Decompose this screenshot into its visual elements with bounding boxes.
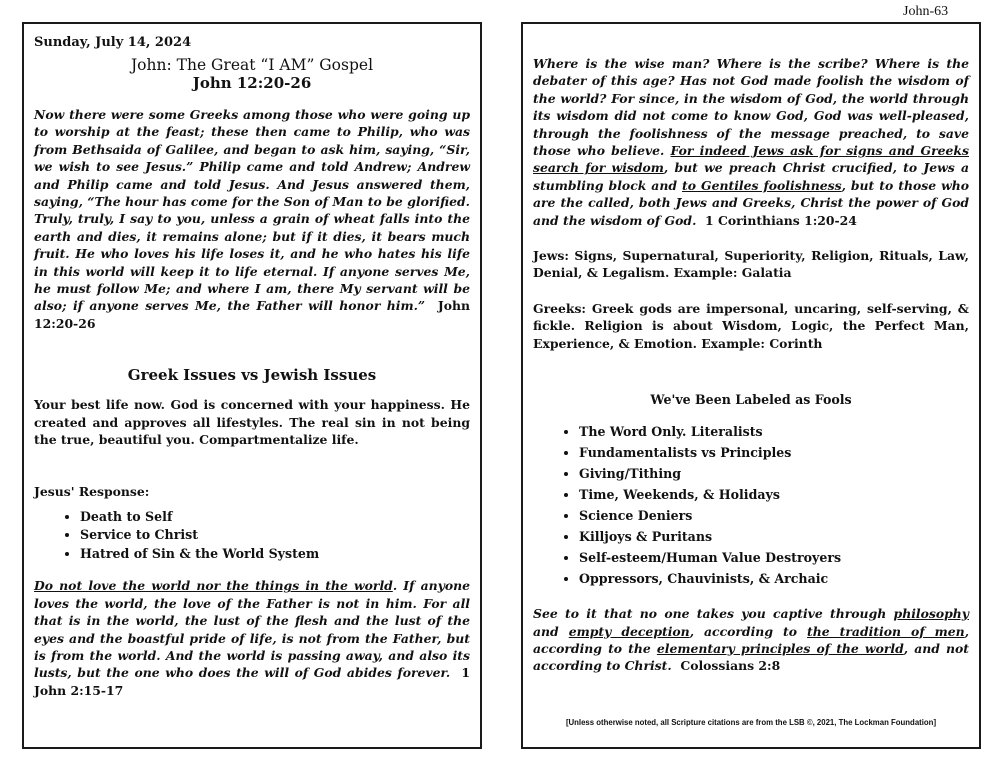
list-item: • Science Deniers [579,505,969,526]
verse-1cor-text-a: Where is the wise man? Where is the scribe? Where is the debater of this age? Has not God made foolish the wisdom of the world? For since, in the wisdom of God, the world through its wisdom did not come to know God, God was well-pleased, through the foolishness of the message preached, to save those who believe. [533,56,969,159]
scripture-footnote: [Unless otherwise noted, all Scripture citations are from the LSB ©, 2021, The Lockman Foundation] [565,718,937,727]
list-item: • Time, Weekends, & Holidays [579,484,969,505]
left-panel [22,22,482,749]
verse-colossians [533,605,969,675]
list-item: • Oppressors, Chauvinists, & Archaic [579,568,969,589]
section-heading: Greek Issues vs Jewish Issues [127,366,377,385]
list-item: • Killjoys & Puritans [579,526,969,547]
list-item: • Death to Self [80,508,470,527]
response-list [34,508,470,564]
main-passage-ref: John 12:20-26 [34,298,470,331]
col-underline-1: philosophy [893,606,969,622]
col-underline-2: empty deception [568,623,690,639]
verse-1john [34,577,470,699]
issues-paragraph: Your best life now. God is concerned with your happiness. He created and approves all lifestyles. The real sin in not being the true, beautiful you. Compartmentalize life. [34,397,470,448]
list-item: • Self-esteem/Human Value Destroyers [579,547,969,568]
main-passage [34,106,470,332]
col-underline-3: the tradition of men [807,623,965,639]
verse-1cor [533,55,969,229]
right-panel [521,22,981,749]
verse-1cor-underline-1: For indeed Jews ask for signs and Greeks search for wisdom [533,143,969,176]
verse-1john-underlined: Do not love the world nor the things in the world [34,578,393,594]
col-text-c: , according to [689,623,808,639]
verse-colossians-ref: Colossians 2:8 [680,658,781,674]
response-label: Jesus' Response: [34,483,150,499]
list-item: • Hatred of Sin & the World System [80,545,470,564]
labels-list [533,421,969,589]
labels-heading: We've Been Labeled as Fools [650,392,852,408]
verse-1john-text: . If anyone loves the world, the love of the Father is not in him. For all that is in the world, the lust of the flesh and the lust of the eyes and the boastful pride of life, is not from the Father, but is from the world. And the world is passing away, and also its lusts, but the one who does the will of God abides forever. [34,578,470,681]
verse-1john-ref: 1 John 2:15-17 [34,665,470,698]
col-text-b: and [533,623,569,639]
sermon-series-title: John: The Great “I AM” Gospel [130,56,374,74]
verse-1cor-ref: 1 Corinthians 1:20-24 [705,212,857,228]
col-text-e: , and not according to Christ. [533,640,970,674]
jews-paragraph: Jews: Signs, Supernatural, Superiority, Religion, Rituals, Law, Denial, & Legalism. Example: Galatia [533,248,969,281]
col-underline-4: elementary principles of the world [656,640,904,656]
verse-1cor-underline-2: to Gentiles foolishness [682,177,842,193]
col-text-a: See to it that no one takes you captive through [533,606,894,622]
service-date: Sunday, July 14, 2024 [34,35,192,50]
greeks-paragraph: Greeks: Greek gods are impersonal, uncaring, self-serving, & fickle. Religion is about Wisdom, Logic, the Perfect Man, Experience, & Emotion. Example: Corinth [533,300,969,351]
list-item: • The Word Only. Literalists [579,421,969,442]
list-item: • Service to Christ [80,526,470,545]
verse-1cor-text-b: , but we preach Christ crucified, to Jews a stumbling block and [533,160,969,193]
page-number: John-63 [903,4,949,19]
main-passage-text: Now there were some Greeks among those who were going up to worship at the feast; these then came to Philip, who was from Bethsaida of Galilee, and began to ask him, saying, “Sir, we wish to see Jesus.” Philip came and told Andrew; Andrew and Philip came and told Jesus. And Jesus answered them, saying, “The hour has come for the Son of Man to be glorified. Truly, truly, I say to you, unless a grain of wheat falls into the earth and dies, it remains alone; but if it dies, it bears much fruit. He who loves his life loses it, and he who hates his life in this world will keep it to life eternal. If anyone serves Me, he must follow Me; and where I am, there My servant will be also; if anyone serves Me, the Father will honor him.” [34,107,470,314]
col-text-d: , according to the [533,623,970,656]
list-item: • Fundamentalists vs Principles [579,442,969,463]
sermon-passage-reference: John 12:20-26 [192,74,312,92]
verse-1cor-text-c: , but to those who are the called, both Jews and Greeks, Christ the power of God and the wisdom of God. [533,177,970,228]
list-item: • Giving/Tithing [579,463,969,484]
